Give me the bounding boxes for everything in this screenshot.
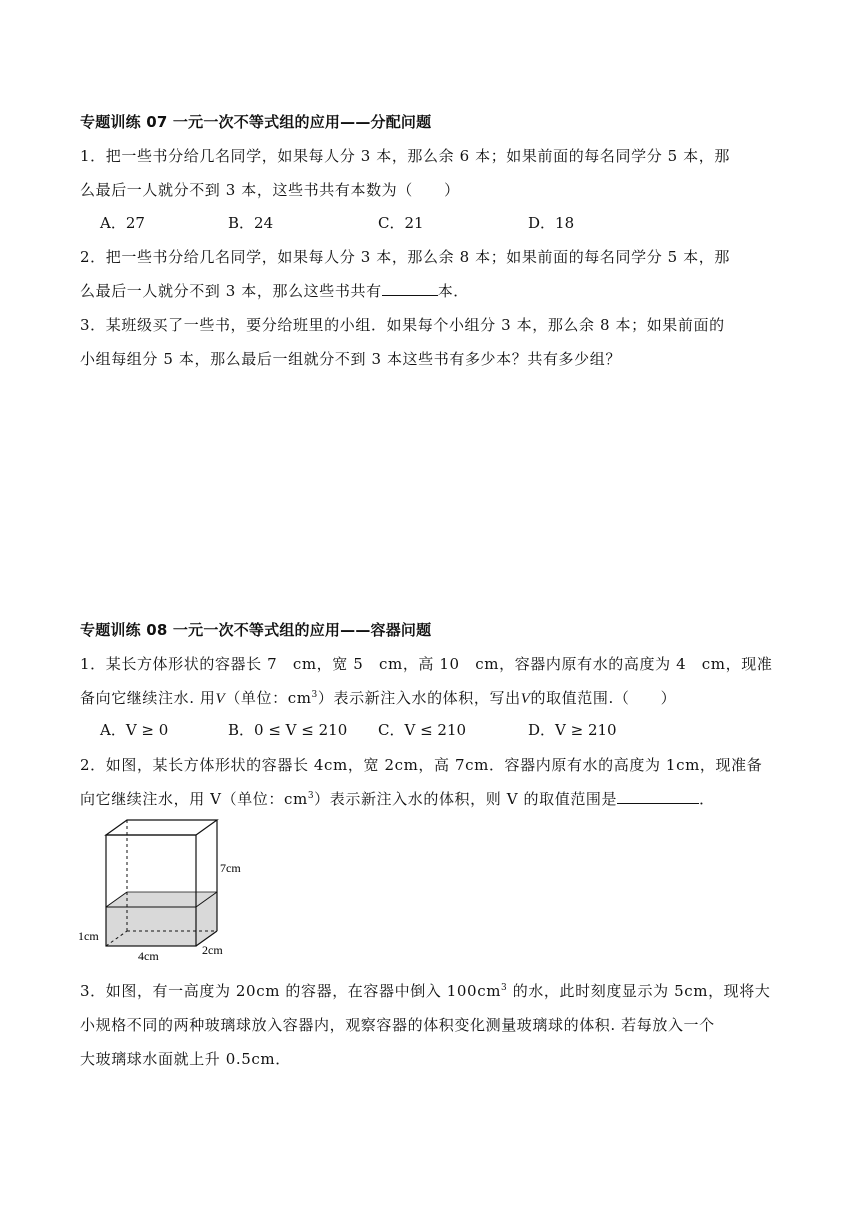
- s8-q2-line2-end: ．: [699, 790, 715, 808]
- s8-q1-line2-a: 备向它继续注水. 用: [80, 689, 216, 707]
- s8-q2-line1: 2．如图，某长方体形状的容器长 4cm，宽 2cm，高 7cm．容器内原有水的高度为 1cm，现准备: [80, 756, 763, 774]
- variable-v: V: [215, 691, 226, 707]
- q1-line2: 么最后一人就分不到 3 本，这些书共有本数为（ ）: [80, 181, 460, 199]
- s8-q3-line1-text: 3．如图，有一高度为 20cm 的容器，在容器中倒入 100cm: [80, 982, 502, 1000]
- length-label: 4cm: [138, 949, 159, 962]
- answer-blank[interactable]: [382, 281, 438, 296]
- s8-q1-line2-b: （单位：cm: [225, 689, 312, 707]
- s8-q1-option-a: A．V ≥ 0: [100, 721, 169, 739]
- q1-option-c: C．21: [378, 214, 424, 232]
- s8-q3-line1: [80, 981, 770, 1001]
- s8-q1-option-c: C．V ≤ 210: [378, 721, 467, 739]
- s8-q2-line2-text2: ）表示新注入水的体积，则 V 的取值范围是: [314, 790, 618, 808]
- height-label: 7cm: [220, 861, 241, 875]
- q3-line1: 3．某班级买了一些书，要分给班里的小组．如果每个小组分 3 本，那么余 8 本；如果前面的: [80, 316, 725, 334]
- s8-q3-line2: 小规格不同的两种玻璃球放入容器内，观察容器的体积变化测量玻璃球的体积. 若每放入一个: [80, 1016, 715, 1034]
- q3-line2: 小组每组分 5 本，那么最后一组就分不到 3 本这些书有多少本？共有多少组？: [80, 350, 621, 368]
- water-height-label: 1cm: [78, 929, 99, 943]
- q2-line1: 2．把一些书分给几名同学，如果每人分 3 本，那么余 8 本；如果前面的每名同学分 5 本，那: [80, 248, 730, 266]
- box-figure: [70, 812, 270, 962]
- superscript: 3: [311, 690, 318, 700]
- superscript: 3: [307, 791, 315, 801]
- width-label: 2cm: [202, 943, 223, 957]
- s8-q2-line2: [80, 789, 715, 809]
- s8-q1-line2-d: 的取值范围.（ ）: [530, 689, 677, 707]
- q2-line2-text: 么最后一人就分不到 3 本，那么这些书共有: [80, 282, 382, 300]
- s8-q1-line1: 1．某长方体形状的容器长 7 cm，宽 5 cm，高 10 cm，容器内原有水的高度为 4 cm，现准: [80, 655, 773, 673]
- s8-q3-line1-text2: 的水，此时刻度显示为 5cm，现将大: [507, 982, 771, 1000]
- variable-v: V: [520, 691, 531, 707]
- answer-blank[interactable]: [617, 789, 699, 804]
- top-face: [106, 820, 217, 835]
- q1-option-d: D．18: [528, 214, 575, 232]
- superscript: 3: [501, 983, 508, 993]
- q1-line1: 1．把一些书分给几名同学，如果每人分 3 本，那么余 6 本；如果前面的每名同学分 5 本，那: [80, 147, 730, 165]
- s8-q3-line3: 大玻璃球水面就上升 0.5cm．: [80, 1050, 291, 1068]
- section-08-title: 专题训练 08 一元一次不等式组的应用——容器问题: [80, 621, 432, 639]
- s8-q1-option-d: D．V ≥ 210: [528, 721, 617, 739]
- s8-q1-line2: [80, 688, 676, 709]
- section-07-title: 专题训练 07 一元一次不等式组的应用——分配问题: [80, 113, 432, 131]
- q1-option-a: A．27: [100, 214, 145, 232]
- water-front: [106, 907, 196, 946]
- q1-option-b: B．24: [228, 214, 274, 232]
- s8-q1-option-b: B．0 ≤ V ≤ 210: [228, 721, 348, 739]
- q2-line2: [80, 281, 469, 301]
- s8-q2-line2-text: 向它继续注水，用 V（单位：cm: [80, 790, 308, 808]
- s8-q1-line2-c: ）表示新注入水的体积，写出: [317, 689, 521, 707]
- q2-line2-end: 本．: [437, 282, 469, 300]
